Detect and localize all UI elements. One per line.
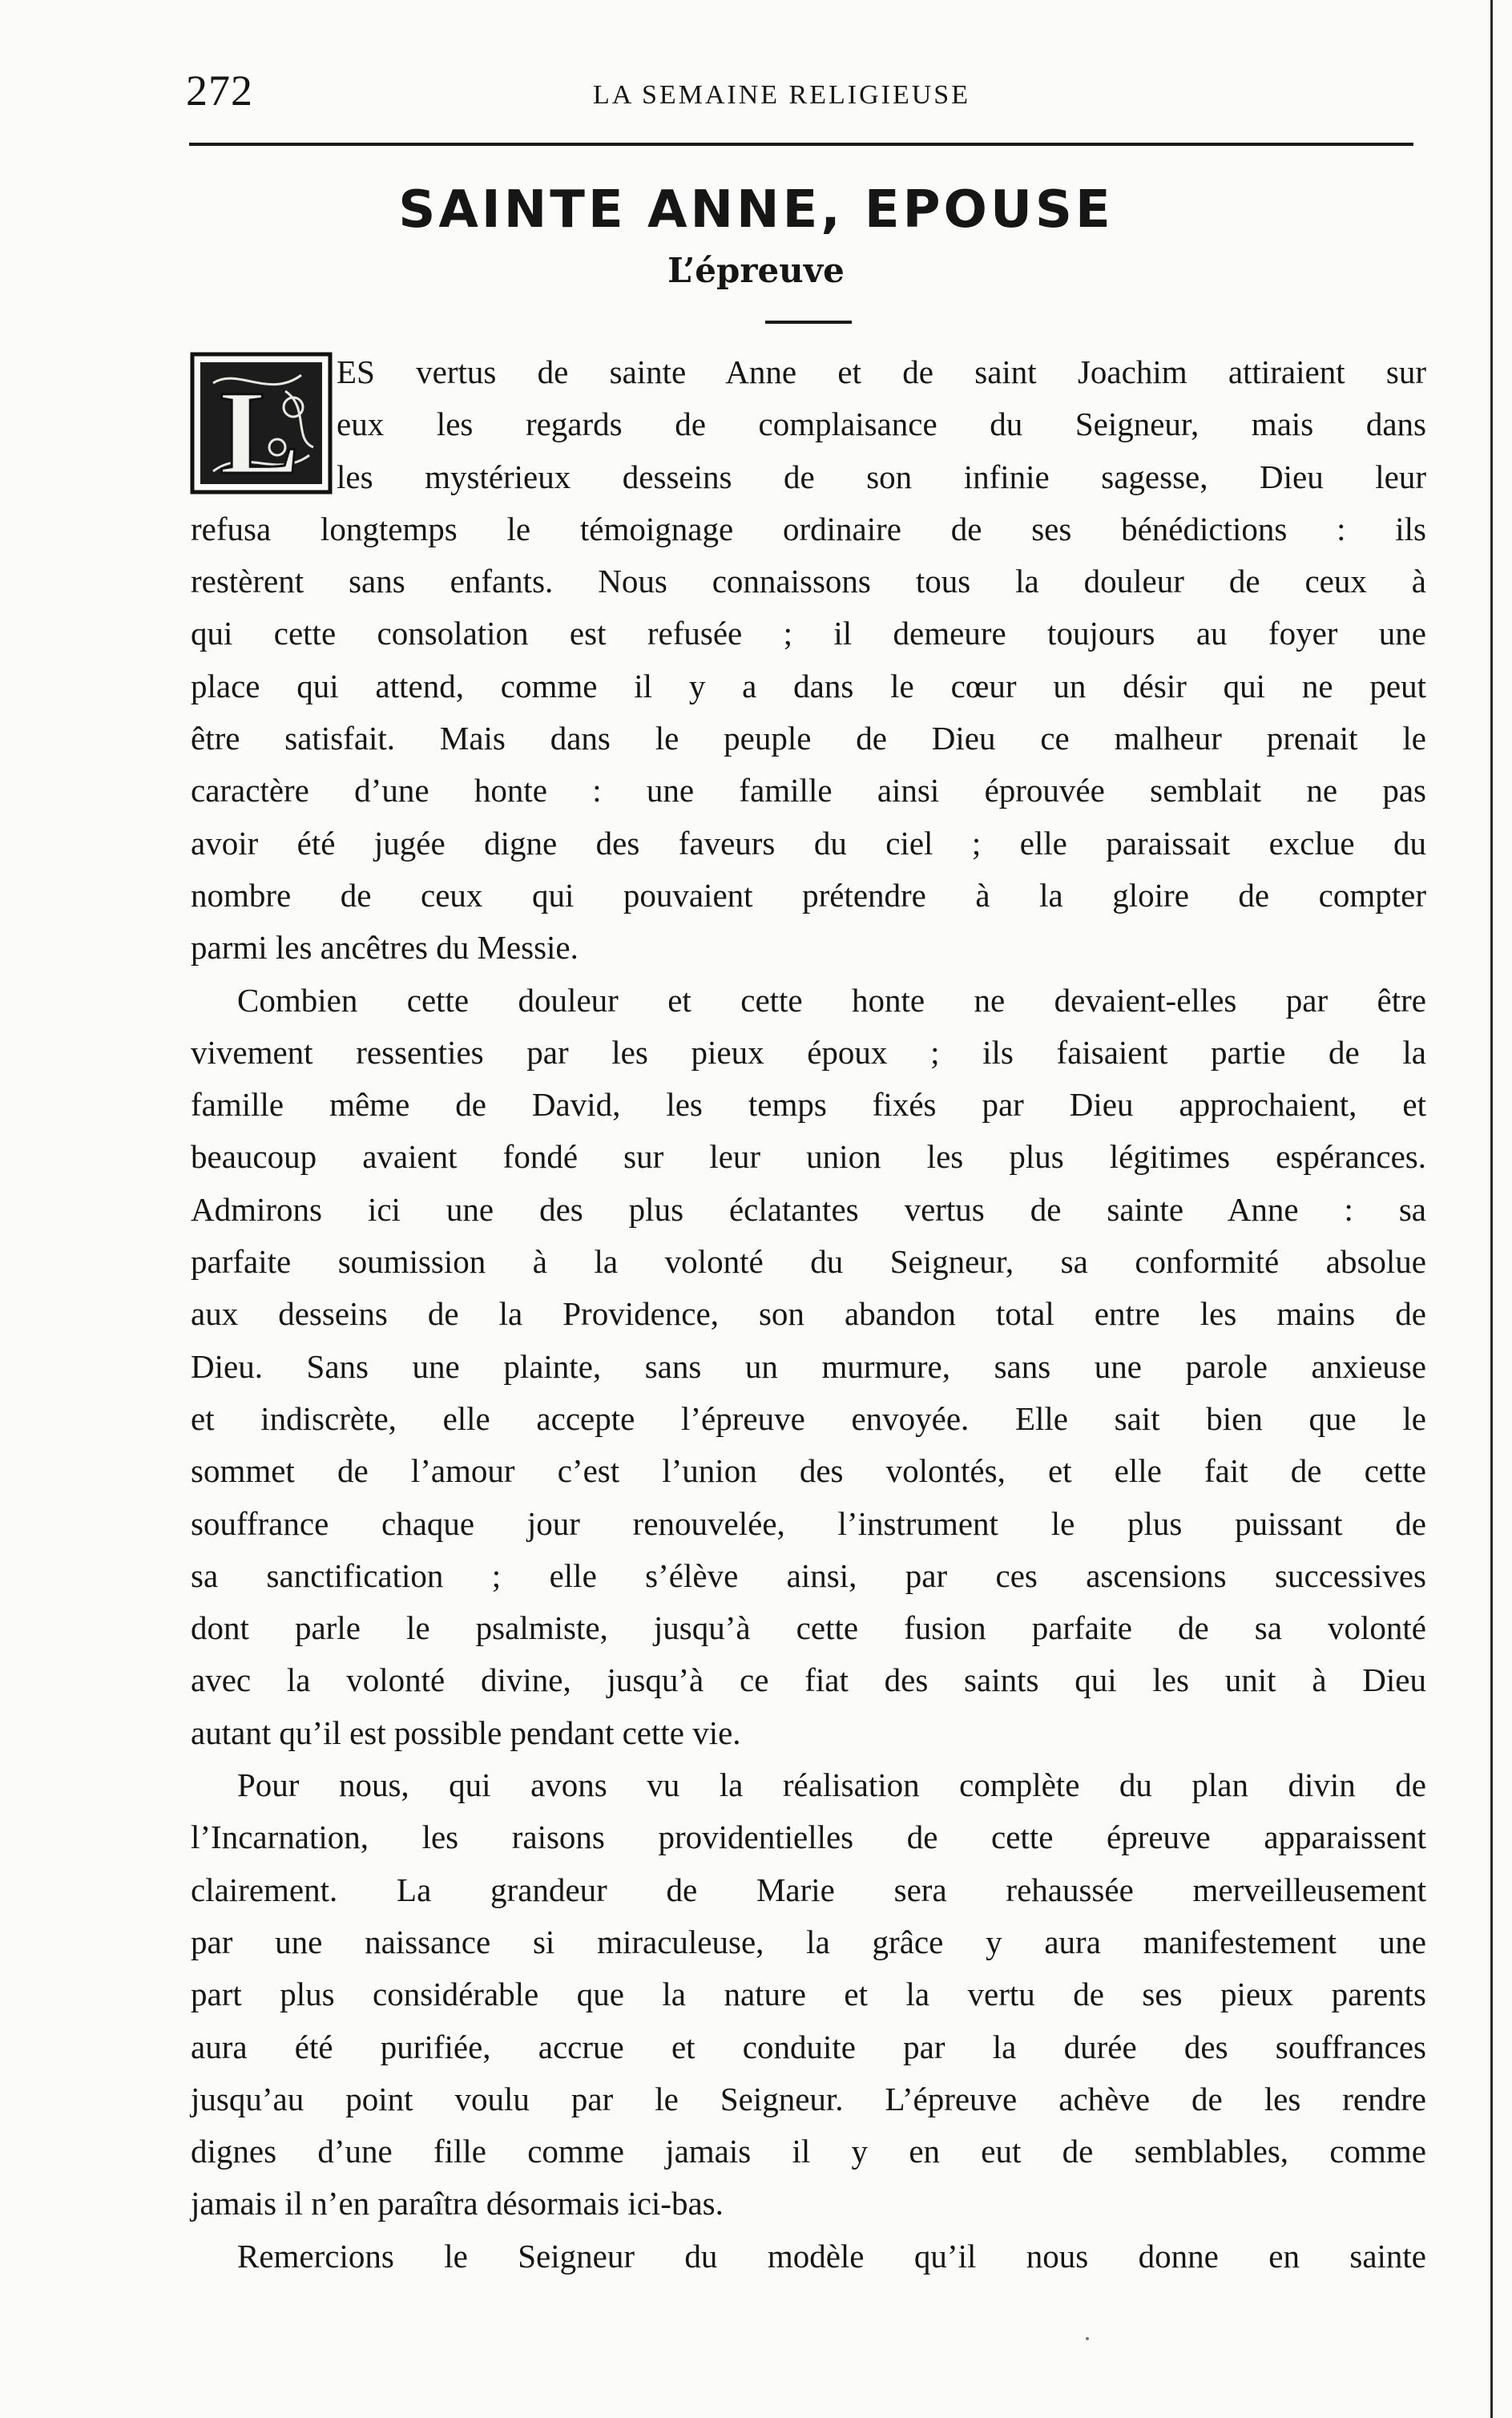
text-line: souffrance chaque jour renouvelée, l’instrument le plus puissant de <box>191 1504 1426 1542</box>
text-line: sommet de l’amour c’est l’union des volontés, et elle fait de cette <box>191 1452 1426 1490</box>
text-line: Combien cette douleur et cette honte ne devaient-elles par être <box>237 981 1426 1019</box>
text-line: beaucoup avaient fondé sur leur union les plus légitimes espérances. <box>191 1138 1426 1176</box>
text-line: l’Incarnation, les raisons providentielles de cette épreuve apparaissent <box>191 1819 1426 1856</box>
text-line: autant qu’il est possible pendant cette vie. <box>191 1714 741 1751</box>
article-subtitle: L’épreuve <box>667 251 845 290</box>
text-line: jamais il n’en paraîtra désormais ici-bas. <box>191 2185 724 2222</box>
drop-cap-letter: L <box>220 366 300 495</box>
text-line: dignes d’une fille comme jamais il y en eut de semblables, comme <box>191 2133 1426 2170</box>
text-line: part plus considérable que la nature et la vertu de ses pieux parents <box>191 1976 1426 2013</box>
text-line: Pour nous, qui avons vu la réalisation complète du plan divin de <box>237 1766 1426 1804</box>
header-rule <box>189 143 1413 146</box>
text-line: Admirons ici une des plus éclatantes vertus de sainte Anne : sa <box>191 1190 1426 1228</box>
running-head <box>0 66 1512 122</box>
text-line: Dieu. Sans une plainte, sans un murmure, sans une parole anxieuse <box>191 1347 1426 1385</box>
page-number: 272 <box>186 67 253 115</box>
text-line: caractère d’une honte : une famille ainsi éprouvée semblait ne pas <box>191 772 1426 809</box>
text-line: aux desseins de la Providence, son abandon total entre les mains de <box>191 1295 1426 1333</box>
text-line: nombre de ceux qui pouvaient prétendre à la gloire de compter <box>191 876 1426 914</box>
text-line: qui cette consolation est refusée ; il demeure toujours au foyer une <box>191 615 1426 652</box>
text-line: et indiscrète, elle accepte l’épreuve envoyée. Elle sait bien que le <box>191 1399 1426 1437</box>
text-line: ES vertus de sainte Anne et de saint Joachim attiraient sur <box>337 353 1426 390</box>
text-line: jusqu’au point voulu par le Seigneur. L’épreuve achève de les rendre <box>191 2080 1426 2117</box>
text-line: place qui attend, comme il y a dans le cœur un désir qui ne peut <box>191 667 1426 704</box>
page-edge-line <box>1490 0 1493 2418</box>
text-line: avoir été jugée digne des faveurs du ciel ; elle paraissait exclue du <box>191 824 1426 862</box>
title-separator-rule <box>765 321 852 324</box>
article-body <box>191 346 1426 2283</box>
text-line: parmi les ancêtres du Messie. <box>191 929 579 967</box>
text-line: les mystérieux desseins de son infinie sagesse, Dieu leur <box>337 458 1426 495</box>
text-line: par une naissance si miraculeuse, la grâce y aura manifestement une <box>191 1923 1426 1960</box>
text-line: parfaite soumission à la volonté du Seigneur, sa conformité absolue <box>191 1243 1426 1281</box>
article-title: SAINTE ANNE, EPOUSE <box>398 180 1114 240</box>
stray-print-mark <box>1086 2337 1089 2340</box>
text-line: être satisfait. Mais dans le peuple de Dieu ce malheur prenait le <box>191 720 1426 757</box>
text-line: eux les regards de complaisance du Seigneur, mais dans <box>337 406 1426 443</box>
text-line: aura été purifiée, accrue et conduite par la durée des souffrances <box>191 2028 1426 2065</box>
text-line: restèrent sans enfants. Nous connaissons tous la douleur de ceux à <box>191 563 1426 600</box>
running-title: LA SEMAINE RELIGIEUSE <box>593 80 970 110</box>
text-line: avec la volonté divine, jusqu’à ce fiat des saints qui les unit à Dieu <box>191 1661 1426 1699</box>
text-line: refusa longtemps le témoignage ordinaire de ses bénédictions : ils <box>191 510 1426 547</box>
text-line: clairement. La grandeur de Marie sera rehaussée merveilleusement <box>191 1871 1426 1908</box>
text-line: famille même de David, les temps fixés par Dieu approchaient, et <box>191 1086 1426 1124</box>
text-line: dont parle le psalmiste, jusqu’à cette fusion parfaite de sa volonté <box>191 1609 1426 1647</box>
text-line: Remercions le Seigneur du modèle qu’il nous donne en sainte <box>237 2237 1426 2275</box>
text-line: sa sanctification ; elle s’élève ainsi, par ces ascensions successives <box>191 1556 1426 1594</box>
text-line: vivement ressenties par les pieux époux ; ils faisaient partie de la <box>191 1033 1426 1071</box>
